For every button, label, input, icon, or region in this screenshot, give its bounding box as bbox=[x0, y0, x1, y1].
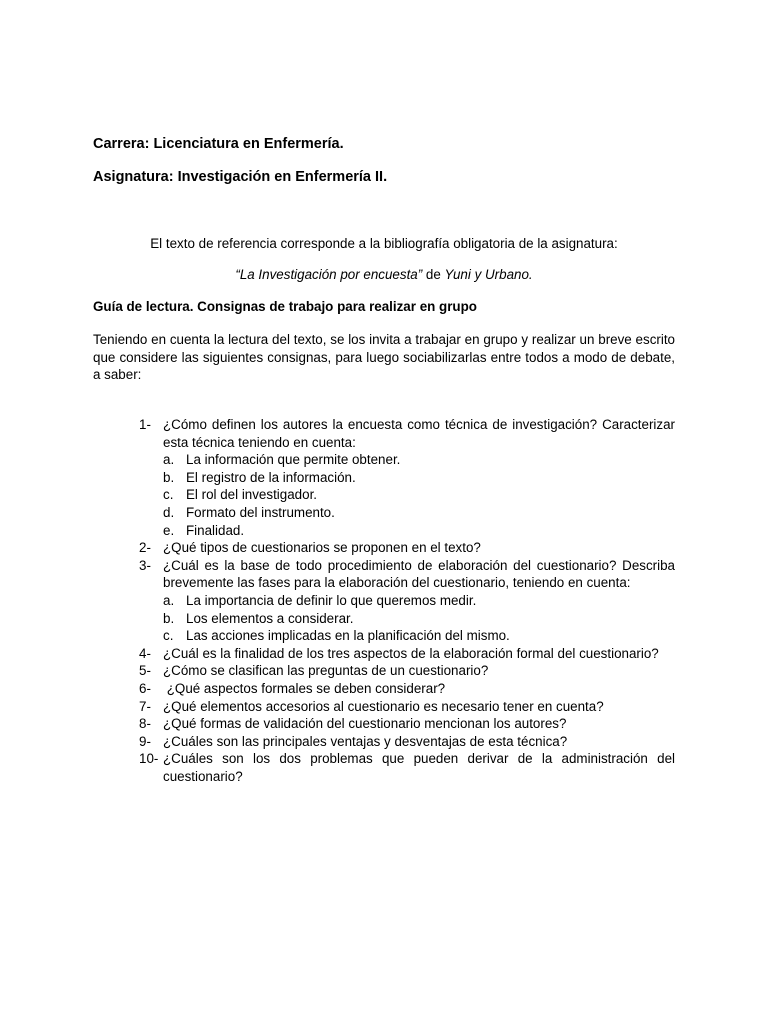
question-text: ¿Cómo se clasifican las preguntas de un cuestionario? bbox=[163, 663, 489, 679]
question-item bbox=[0, 645, 768, 663]
guide-title: Guía de lectura. Consignas de trabajo para realizar en grupo bbox=[93, 299, 477, 314]
question-item bbox=[0, 680, 768, 698]
instructions-paragraph: Teniendo en cuenta la lectura del texto, se los invita a trabajar en grupo y realizar un breve escrito que considere las siguientes consignas, para luego sociabilizarlas entre todos a modo de debate, a saber: bbox=[93, 332, 675, 383]
question-item bbox=[0, 750, 768, 785]
question-item bbox=[0, 733, 768, 751]
sub-text: Formato del instrumento. bbox=[186, 504, 335, 520]
sub-item bbox=[0, 469, 768, 487]
sub-letter: a. bbox=[163, 452, 175, 468]
sub-text: La información que permite obtener. bbox=[186, 452, 401, 468]
subject-heading: Asignatura: Investigación en Enfermería II. bbox=[93, 169, 388, 185]
sub-item bbox=[0, 522, 768, 540]
question-item bbox=[0, 715, 768, 733]
question-number: 8- bbox=[139, 716, 151, 732]
question-text: ¿Cuáles son los dos problemas que pueden derivar de la administración del cuestionario? bbox=[163, 751, 675, 784]
question-number: 1- bbox=[139, 417, 151, 432]
sub-letter: b. bbox=[163, 610, 175, 626]
reference-title: “La Investigación por encuesta” bbox=[235, 267, 423, 282]
question-number: 6- bbox=[139, 680, 151, 696]
question-text: ¿Qué formas de validación del cuestionario mencionan los autores? bbox=[163, 716, 567, 732]
sub-item bbox=[0, 627, 768, 645]
sub-letter: a. bbox=[163, 592, 175, 608]
questions-list bbox=[0, 416, 768, 785]
reference-intro: El texto de referencia corresponde a la bibliografía obligatoria de la asignatura: bbox=[150, 236, 618, 251]
question-item bbox=[0, 557, 768, 645]
sub-item bbox=[0, 486, 768, 504]
question-number: 4- bbox=[139, 645, 151, 661]
question-item bbox=[0, 698, 768, 716]
sub-text: Las acciones implicadas en la planificación del mismo. bbox=[186, 628, 510, 644]
bibliographic-reference bbox=[93, 267, 675, 282]
sub-item bbox=[0, 592, 768, 610]
question-text: ¿Cuál es la base de todo procedimiento de elaboración del cuestionario? Describa brevemente las fases para la elaboración del cuestionario, teniendo en cuenta: bbox=[163, 557, 675, 591]
question-number: 10- bbox=[139, 751, 159, 767]
sub-list bbox=[0, 592, 768, 645]
question-text: ¿Cuál es la finalidad de los tres aspectos de la elaboración formal del cuestionario? bbox=[163, 645, 659, 661]
reference-authors: Yuni y Urbano. bbox=[444, 267, 533, 282]
sub-text: Finalidad. bbox=[186, 522, 245, 538]
sub-text: El rol del investigador. bbox=[186, 487, 318, 503]
sub-text: La importancia de definir lo que queremos medir. bbox=[186, 592, 477, 608]
sub-letter: e. bbox=[163, 522, 175, 538]
career-heading: Carrera: Licenciatura en Enfermería. bbox=[93, 136, 344, 152]
sub-item bbox=[0, 504, 768, 522]
question-text: ¿Cómo definen los autores la encuesta como técnica de investigación? Caracterizar esta técnica teniendo en cuenta: bbox=[163, 417, 675, 450]
question-item bbox=[0, 662, 768, 680]
sub-text: El registro de la información. bbox=[186, 469, 356, 485]
question-item bbox=[0, 539, 768, 557]
question-number: 7- bbox=[139, 698, 151, 714]
sub-letter: d. bbox=[163, 504, 175, 520]
question-text: ¿Qué aspectos formales se deben considerar? bbox=[163, 680, 446, 696]
question-number: 2- bbox=[139, 540, 151, 556]
reference-connector: de bbox=[422, 267, 445, 282]
sub-letter: b. bbox=[163, 469, 175, 485]
sub-text: Los elementos a considerar. bbox=[186, 610, 354, 626]
sub-letter: c. bbox=[163, 628, 174, 644]
sub-item bbox=[0, 610, 768, 628]
sub-letter: c. bbox=[163, 487, 174, 503]
sub-list bbox=[0, 451, 768, 539]
question-text: ¿Cuáles son las principales ventajas y desventajas de esta técnica? bbox=[163, 733, 568, 749]
question-item bbox=[0, 416, 768, 539]
question-number: 3- bbox=[139, 557, 151, 573]
question-text: ¿Qué elementos accesorios al cuestionario es necesario tener en cuenta? bbox=[163, 698, 604, 714]
sub-item bbox=[0, 451, 768, 469]
question-number: 9- bbox=[139, 733, 151, 749]
question-text: ¿Qué tipos de cuestionarios se proponen en el texto? bbox=[163, 540, 481, 556]
question-number: 5- bbox=[139, 663, 151, 679]
